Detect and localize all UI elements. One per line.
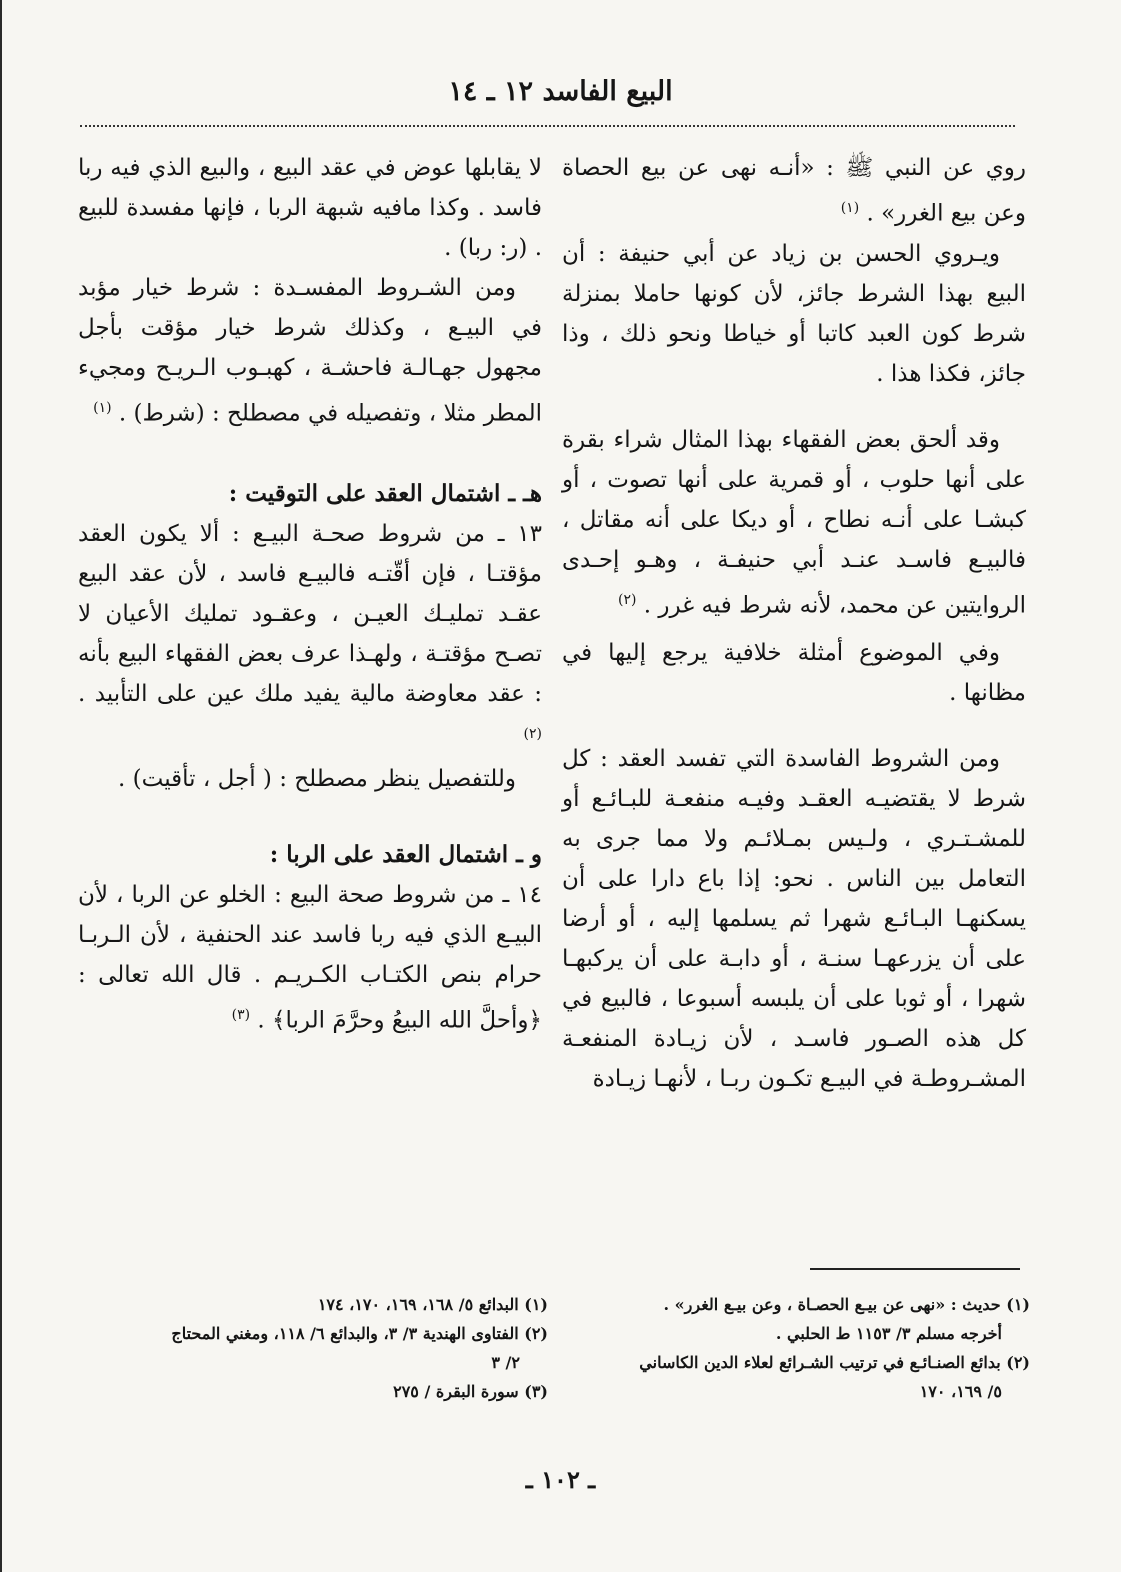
footnotes-right (560, 1290, 1030, 1406)
paragraph: وللتفصيل ينظر مصطلح : ( أجل ، تأقيت) . (118, 766, 516, 793)
right-column (562, 148, 1026, 1099)
page-number: ـ ١٠٢ ـ (525, 1465, 596, 1494)
section-heading: هـ ـ اشتمال العقد على التوقيت : (228, 479, 542, 507)
footnote: (٣) سورة البقرة / ٢٧٥ (393, 1382, 548, 1401)
footnote: (١) البدائع ٥/ ١٦٨، ١٦٩، ١٧٠، ١٧٤ (317, 1295, 548, 1314)
footnote-marker: (١) (93, 400, 112, 416)
page-header: البيع الفاسد ١٢ ـ ١٤ (448, 76, 673, 107)
paragraph: روي عن النبي ﷺ : «أنـه نهى عن بيع الحصاة وعن بيع الغرر» . $^{(١)}$ (562, 155, 1026, 227)
paragraph: ومن الشروط الفاسدة التي تفسد العقد : كل شرط لا يقتضيـه العقـد وفيـه منفعـة للبـائـع أو للمشـتـري ، ولـيس بمـلائـم ولا مما جرى به التعامل بين الناس . نحو: إذا باع دارا على أن يسكنهـا البـائـع شهرا ثم يسلمها إليه ، أو أرضا على أن يزرعهـا سنـة ، أو دابـة على أن يركبهـا شهرا ، أو ثوبا على أن يلبسه أسبوعا ، فالبيع في كل هذه الصـور فاسـد ، لأن زيـادة المنفعـة المشـروطـة في البيـع تكـون ربـا ، لأنهـا زيـادة (562, 746, 1026, 1093)
footnotes-left (78, 1290, 548, 1406)
section-heading: و ـ اشتمال العقد على الربا : (269, 841, 542, 869)
footnote-marker: (١) (840, 200, 860, 216)
page-edge (0, 0, 2, 1572)
paragraph: ومن الشـروط المفسـدة : شرط خيار مؤبد في البيـع ، وكذلك شرط خيار مؤقت بأجل مجهول جهـالـة فاحشـة ، كهبـوب الـريـح ومجيء المطر مثلا ، وتفصيله في مصطلح : (شرط) . $^{(١)}$ (78, 275, 542, 427)
paragraph: ١٤ ـ من شروط صحة البيع : الخلو عن الربا ، لأن البيـع الذي فيه ربا فاسد عند الحنفية ، لأن الـربـا حرام بنص الكتـاب الكـريـم . قال الله تعالى : ﴿وأحلَّ الله البيعُ وحرَّمَ الربا﴾ . $^{(٣)}$ (78, 882, 542, 1034)
footnote-continuation: ٢/ ٣ (491, 1353, 520, 1372)
paragraph: ويـروي الحسن بن زياد عن أبي حنيفة : أن البيع بهذا الشرط جائز، لأن كونها حاملا بمنزلة شرط كون العبد كاتبا أو خياطا ونحو ذلك ، وذا جائز، فكذا هذا . (562, 240, 1026, 387)
footnote-divider (810, 1268, 1020, 1270)
header-divider (80, 125, 1015, 127)
footnote-continuation: ٥/ ١٦٩، ١٧٠ (919, 1382, 1002, 1401)
footnote-marker: (٢) (523, 725, 542, 742)
paragraph: وفي الموضوع أمثلة خلافية يرجع إليها في مظانها . (562, 640, 1026, 707)
paragraph: ١٣ ـ من شروط صحـة البيـع : ألا يكون العقد مؤقتـا ، فإن أقّتـه فالبيـع فاسد ، لأن عقد البيع عقـد تمليـك العيـن ، وعقـود تمليك الأعيان لا تصـح مؤقتـة ، ولهـذا عرف بعض الفقهاء البيع بأنه : عقد معاوضة مالية يفيد ملك عين على التأبيد . $^{(٢)}$ (78, 520, 542, 742)
footnote-continuation: أخرجه مسلم ٣/ ١١٥٣ ط الحلبي . (775, 1324, 1002, 1343)
paragraph: لا يقابلها عوض في عقد البيع ، والبيع الذي فيه ربا فاسد . وكذا مافيه شبهة الربا ، فإنها مفسدة للبيع . (ر: ربا) . (78, 155, 542, 261)
footnote: (٢) الفتاوى الهندية ٣/ ٣، والبدائع ٦/ ١١٨، ومغني المحتاج (171, 1324, 548, 1343)
footnote: (٢) بدائع الصنـائـع في ترتيب الشـرائع لعلاء الدين الكاساني (639, 1353, 1030, 1372)
footnote-marker: (٢) (617, 591, 637, 608)
footnote-marker: (٣) (231, 1007, 251, 1024)
footnote: (١) حديث : «نهى عن بيـع الحصـاة ، وعن بيـع الغرر» . (663, 1295, 1030, 1314)
paragraph: وقد ألحق بعض الفقهاء بهذا المثال شراء بقرة على أنها حلوب ، أو قمرية على أنها تصوت ، أو كبشـا على أنـه نطاح ، أو ديكا على أنه مقاتل ، فالبيـع فاسـد عنـد أبي حنيفـة ، وهـو إحـدى الروايتين عن محمد، لأنه شرط فيه غرر . $^{(٢)}$ (562, 426, 1026, 619)
left-column (78, 148, 542, 1041)
